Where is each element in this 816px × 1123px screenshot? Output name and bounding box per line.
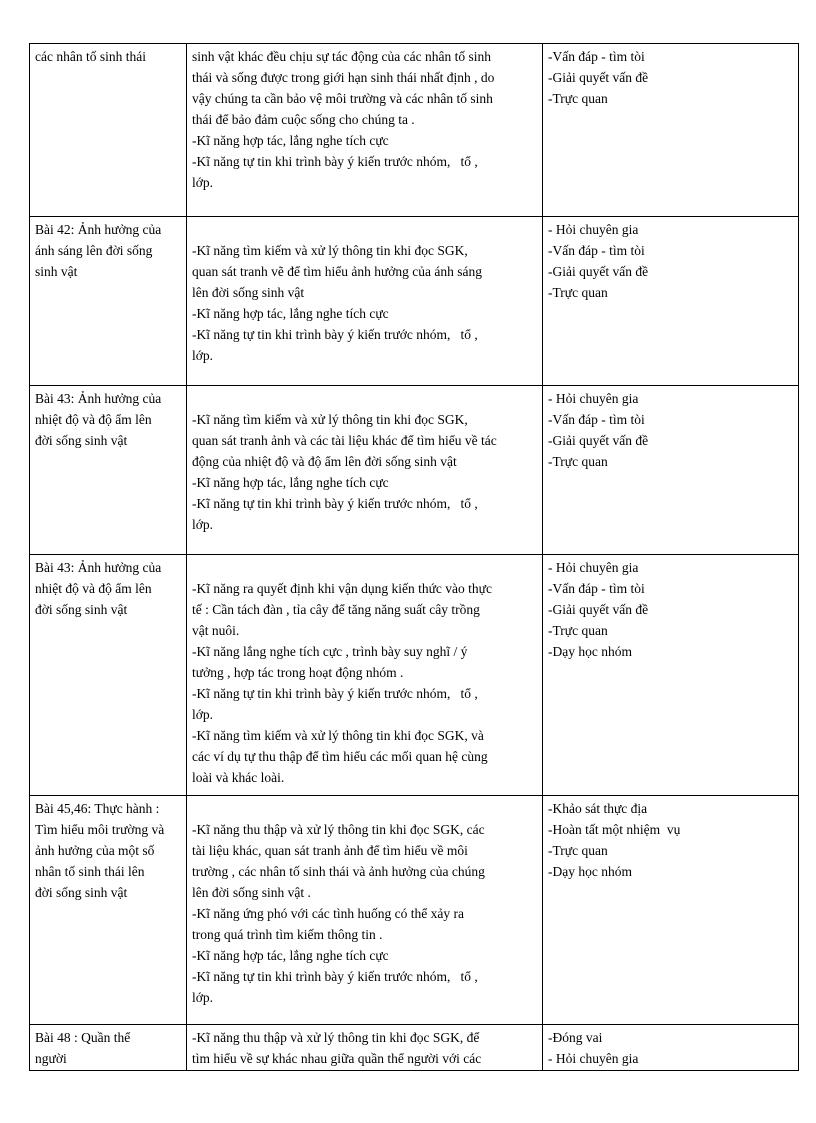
cell-text-line: lớp. — [192, 990, 214, 1005]
cell-text-line: lớp. — [192, 517, 214, 532]
cell-text-line: đời sống sinh vật — [35, 885, 128, 900]
table-row — [30, 796, 799, 1025]
cell-text-line: thái để bảo đảm cuộc sống cho chúng ta . — [192, 112, 415, 127]
cell-text-line: -Giải quyết vấn đề — [548, 264, 649, 279]
cell-text-line: Bài 48 : Quần thể — [35, 1030, 131, 1045]
cell-text-line: - Hỏi chuyên gia — [548, 391, 639, 406]
cell-text-line: quan sát tranh ảnh và các tài liệu khác để tìm hiểu về tác — [192, 433, 497, 448]
cell-text-line: -Vấn đáp - tìm tòi — [548, 243, 645, 258]
cell-text-line: thái và sống được trong giới hạn sinh thái nhất định , do — [192, 70, 495, 85]
cell-text-line: -Kĩ năng tự tin khi trình bày ý kiến trước nhóm, tổ , — [192, 154, 478, 169]
cell-text-line: -Kĩ năng tự tin khi trình bày ý kiến trước nhóm, tổ , — [192, 686, 478, 701]
cell-text-line: lớp. — [192, 175, 214, 190]
cell-text-line: nhân tố sinh thái lên — [35, 864, 145, 879]
cell-text-line: tế : Cần tách đàn , tỉa cây để tăng năng suất cây trồng — [192, 602, 480, 617]
cell-text-line: -Vấn đáp - tìm tòi — [548, 49, 645, 64]
methods-cell — [543, 217, 799, 386]
cell-text-line: trong quá trình tìm kiếm thông tin . — [192, 927, 383, 942]
cell-text-line: -Kĩ năng hợp tác, lắng nghe tích cực — [192, 948, 389, 963]
cell-text-line: đời sống sinh vật — [35, 433, 128, 448]
cell-text-line: - Hỏi chuyên gia — [548, 222, 639, 237]
cell-text-line: đời sống sinh vật — [35, 602, 128, 617]
cell-text-line: -Trực quan — [548, 454, 608, 469]
cell-text-line: tưởng , hợp tác trong hoạt động nhóm . — [192, 665, 404, 680]
cell-text-line: động của nhiệt độ và độ ẩm lên đời sống sinh vật — [192, 454, 457, 469]
cell-text-line: các nhân tố sinh thái — [35, 49, 146, 64]
cell-text-line: -Kĩ năng tìm kiếm và xử lý thông tin khi đọc SGK, — [192, 412, 468, 427]
cell-text-line: -Kĩ năng hợp tác, lắng nghe tích cực — [192, 133, 389, 148]
cell-text-line: trường , các nhân tố sinh thái và ảnh hưởng của chúng — [192, 864, 485, 879]
skills-cell — [187, 796, 543, 1025]
cell-text-line: lớp. — [192, 348, 214, 363]
cell-text-line: nhiệt độ và độ ẩm lên — [35, 581, 152, 596]
table-row — [30, 386, 799, 555]
cell-text-line: -Kĩ năng tìm kiếm và xử lý thông tin khi đọc SGK, — [192, 243, 468, 258]
methods-cell — [543, 44, 799, 217]
skills-cell — [187, 386, 543, 555]
cell-text-line: sinh vật — [35, 264, 78, 279]
cell-text-line: tài liệu khác, quan sát tranh ảnh để tìm hiểu về môi — [192, 843, 468, 858]
blank-line — [192, 798, 537, 819]
cell-text-line: ánh sáng lên đời sống — [35, 243, 153, 258]
skills-cell — [187, 1025, 543, 1071]
cell-text-line: -Kĩ năng tự tin khi trình bày ý kiến trước nhóm, tổ , — [192, 327, 478, 342]
cell-text-line: Tìm hiểu môi trường và — [35, 822, 165, 837]
cell-text-line: vật nuôi. — [192, 623, 240, 638]
lesson-skills-table — [29, 43, 799, 1071]
cell-text-line: người — [35, 1051, 67, 1066]
skills-cell — [187, 217, 543, 386]
cell-text-line: loài và khác loài. — [192, 770, 285, 785]
lesson-cell — [30, 1025, 187, 1071]
cell-text-line: ảnh hưởng của một số — [35, 843, 155, 858]
methods-cell — [543, 1025, 799, 1071]
lesson-cell — [30, 44, 187, 217]
cell-text-line: - Hỏi chuyên gia — [548, 560, 639, 575]
cell-text-line: lên đời sống sinh vật — [192, 285, 305, 300]
cell-text-line: -Giải quyết vấn đề — [548, 433, 649, 448]
lesson-cell — [30, 555, 187, 796]
table-row — [30, 44, 799, 217]
cell-text-line: -Kĩ năng hợp tác, lắng nghe tích cực — [192, 306, 389, 321]
cell-text-line: -Kĩ năng ứng phó với các tình huống có thể xảy ra — [192, 906, 465, 921]
blank-line — [192, 388, 537, 409]
methods-cell — [543, 796, 799, 1025]
cell-text-line: quan sát tranh vẽ để tìm hiểu ảnh hưởng của ánh sáng — [192, 264, 482, 279]
lesson-cell — [30, 386, 187, 555]
cell-text-line: -Trực quan — [548, 285, 608, 300]
blank-line — [192, 219, 537, 240]
skills-cell — [187, 555, 543, 796]
cell-text-line: -Giải quyết vấn đề — [548, 602, 649, 617]
lesson-cell — [30, 796, 187, 1025]
cell-text-line: Bài 45,46: Thực hành : — [35, 801, 160, 816]
cell-text-line: Bài 42: Ảnh hưởng của — [35, 222, 162, 237]
skills-cell — [187, 44, 543, 217]
cell-text-line: -Kĩ năng tự tin khi trình bày ý kiến trước nhóm, tổ , — [192, 969, 478, 984]
cell-text-line: lớp. — [192, 707, 214, 722]
cell-text-line: tìm hiểu về sự khác nhau giữa quần thể người với các — [192, 1051, 482, 1066]
cell-text-line: Bài 43: Ảnh hưởng của — [35, 560, 162, 575]
cell-text-line: -Kĩ năng tự tin khi trình bày ý kiến trước nhóm, tổ , — [192, 496, 478, 511]
cell-text-line: - Hỏi chuyên gia — [548, 1051, 639, 1066]
cell-text-line: -Khảo sát thực địa — [548, 801, 648, 816]
cell-text-line: -Đóng vai — [548, 1030, 603, 1045]
cell-text-line: sinh vật khác đều chịu sự tác động của các nhân tố sinh — [192, 49, 491, 64]
table-row — [30, 217, 799, 386]
methods-cell — [543, 386, 799, 555]
cell-text-line: lên đời sống sinh vật . — [192, 885, 311, 900]
cell-text-line: -Trực quan — [548, 623, 608, 638]
cell-text-line: -Dạy học nhóm — [548, 644, 632, 659]
cell-text-line: -Trực quan — [548, 843, 608, 858]
cell-text-line: -Vấn đáp - tìm tòi — [548, 412, 645, 427]
cell-text-line: -Vấn đáp - tìm tòi — [548, 581, 645, 596]
cell-text-line: nhiệt độ và độ ẩm lên — [35, 412, 152, 427]
cell-text-line: -Hoàn tất một nhiệm vụ — [548, 822, 681, 837]
cell-text-line: các ví dụ tự thu thập để tìm hiểu các mối quan hệ cùng — [192, 749, 488, 764]
cell-text-line: vậy chúng ta cần bảo vệ môi trường và các nhân tố sinh — [192, 91, 493, 106]
methods-cell — [543, 555, 799, 796]
cell-text-line: -Kĩ năng lắng nghe tích cực , trình bày suy nghĩ / ý — [192, 644, 468, 659]
cell-text-line: -Kĩ năng tìm kiếm và xử lý thông tin khi đọc SGK, và — [192, 728, 484, 743]
cell-text-line: -Trực quan — [548, 91, 608, 106]
lesson-cell — [30, 217, 187, 386]
table-row — [30, 1025, 799, 1071]
cell-text-line: -Dạy học nhóm — [548, 864, 632, 879]
blank-line — [192, 557, 537, 578]
cell-text-line: -Kĩ năng thu thập và xử lý thông tin khi đọc SGK, các — [192, 822, 485, 837]
cell-text-line: -Kĩ năng ra quyết định khi vận dụng kiến thức vào thực — [192, 581, 492, 596]
table-row — [30, 555, 799, 796]
cell-text-line: Bài 43: Ảnh hưởng của — [35, 391, 162, 406]
cell-text-line: -Kĩ năng thu thập và xử lý thông tin khi đọc SGK, để — [192, 1030, 480, 1045]
cell-text-line: -Giải quyết vấn đề — [548, 70, 649, 85]
cell-text-line: -Kĩ năng hợp tác, lắng nghe tích cực — [192, 475, 389, 490]
